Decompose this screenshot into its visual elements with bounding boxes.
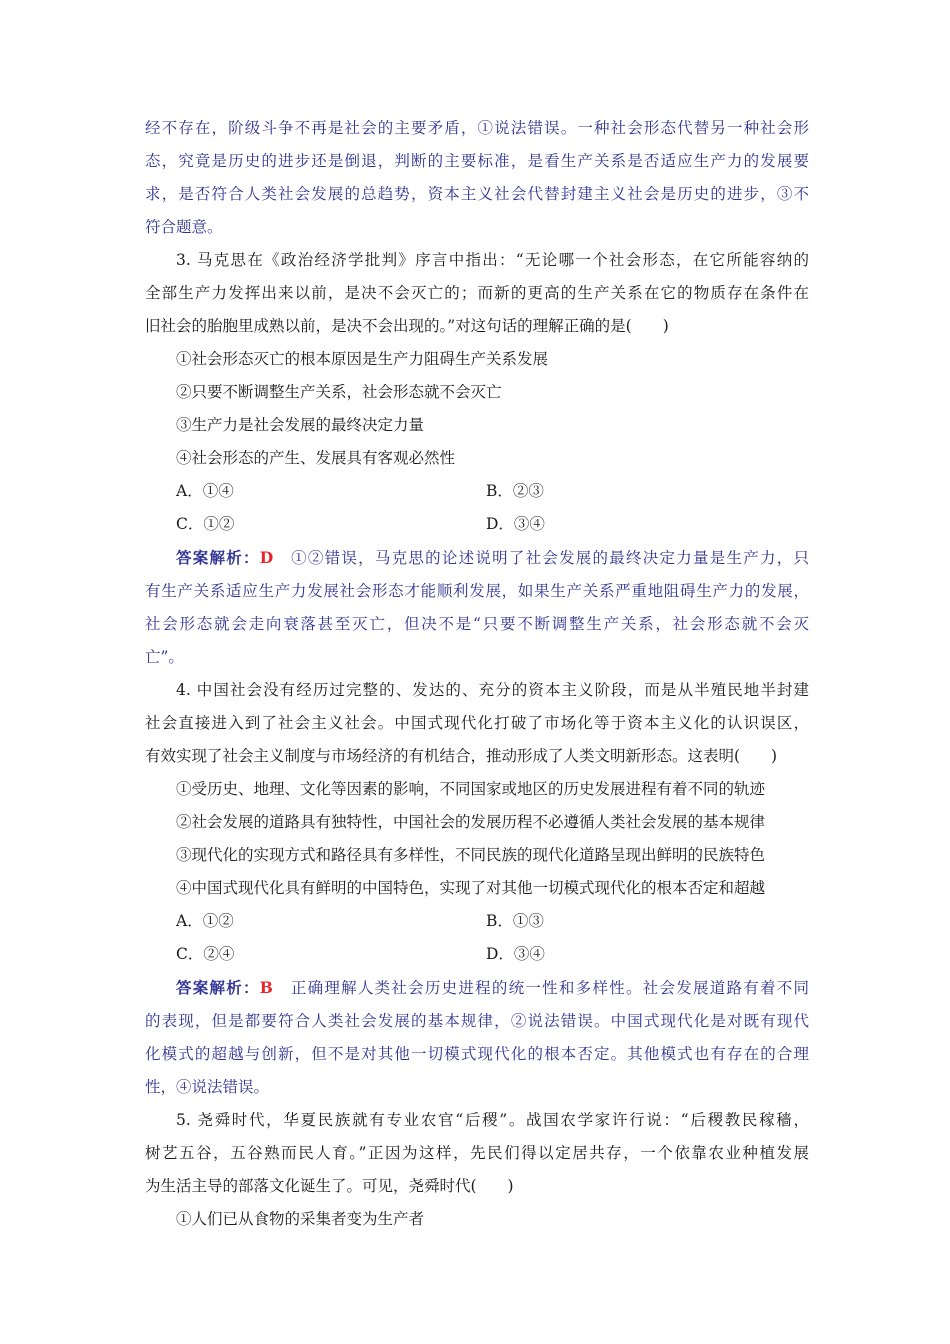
option-c: C．①② bbox=[176, 515, 235, 533]
answer-line: 有生产关系适应生产力发展社会形态才能顺利发展，如果生产关系严重地阻碍生产力的发展， bbox=[145, 582, 809, 600]
answer-explanation bbox=[145, 971, 809, 1104]
answer-explanation bbox=[145, 541, 809, 674]
answer-label: 答案解析： bbox=[176, 548, 260, 567]
question-stem-line: 全部生产力发挥出来以前，是决不会灭亡的；而新的更高的生产关系在它的物质存在条件在 bbox=[145, 284, 809, 302]
answer-line: 社会形态就会走向衰落甚至灭亡，但决不是“只要不断调整生产关系，社会形态就不会灭 bbox=[145, 615, 809, 633]
question-stem-line: 为生活主导的部落文化诞生了。可见，尧舜时代( ) bbox=[145, 1177, 514, 1195]
document-page bbox=[145, 112, 809, 1236]
text-line: 经不存在，阶级斗争不再是社会的主要矛盾，①说法错误。一种社会形态代替另一种社会形 bbox=[145, 119, 809, 137]
statement-item: ①社会形态灭亡的根本原因是生产力阻碍生产关系发展 bbox=[176, 350, 549, 368]
question-3 bbox=[145, 244, 809, 674]
question-stem-line: 4. 中国社会没有经历过完整的、发达的、充分的资本主义阶段，而是从半殖民地半封建 bbox=[176, 681, 809, 699]
question-stem-line: 有效实现了社会主义制度与市场经济的有机结合，推动形成了人类文明新形态。这表明( ) bbox=[145, 747, 778, 765]
text-line: 求，是否符合人类社会发展的总趋势，资本主义社会代替封建主义社会是历史的进步，③不 bbox=[145, 185, 809, 203]
statement-item: ①受历史、地理、文化等因素的影响，不同国家或地区的历史发展进程有着不同的轨迹 bbox=[176, 780, 766, 798]
options-row bbox=[145, 508, 809, 541]
statement-item: ③现代化的实现方式和路径具有多样性，不同民族的现代化道路呈现出鲜明的民族特色 bbox=[176, 846, 766, 864]
answer-line: 化模式的超越与创新，但不是对其他一切模式现代化的根本否定。其他模式也有存在的合理 bbox=[145, 1045, 809, 1063]
answer-key: D bbox=[259, 548, 274, 567]
question-stem-line: 3. 马克思在《政治经济学批判》序言中指出：“无论哪一个社会形态，在它所能容纳的 bbox=[176, 251, 809, 269]
options-row bbox=[145, 938, 809, 971]
question-5 bbox=[145, 1104, 809, 1236]
option-a: A．①④ bbox=[176, 482, 234, 500]
answer-key: B bbox=[259, 978, 273, 997]
statement-item: ①人们已从食物的采集者变为生产者 bbox=[176, 1210, 425, 1228]
text-line: 符合题意。 bbox=[145, 218, 223, 236]
statement-item: ②社会发展的道路具有独特性，中国社会的发展历程不必遵循人类社会发展的基本规律 bbox=[176, 813, 766, 831]
answer-text: 正确理解人类社会历史进程的统一性和多样性。社会发展道路有着不同 bbox=[290, 979, 809, 997]
statement-item: ④中国式现代化具有鲜明的中国特色，实现了对其他一切模式现代化的根本否定和超越 bbox=[176, 879, 766, 897]
option-b: B．①③ bbox=[486, 912, 544, 930]
answer-text: ①②错误，马克思的论述说明了社会发展的最终决定力量是生产力，只 bbox=[291, 549, 809, 567]
text-line: 态，究竟是历史的进步还是倒退，判断的主要标准，是看生产关系是否适应生产力的发展要 bbox=[145, 152, 809, 170]
options-row bbox=[145, 905, 809, 938]
statement-item: ②只要不断调整生产关系，社会形态就不会灭亡 bbox=[176, 383, 502, 401]
statement-item: ③生产力是社会发展的最终决定力量 bbox=[176, 416, 425, 434]
option-a: A．①② bbox=[176, 912, 234, 930]
option-b: B．②③ bbox=[486, 482, 544, 500]
option-d: D．③④ bbox=[486, 515, 545, 533]
answer-label: 答案解析： bbox=[176, 978, 260, 997]
question-4 bbox=[145, 674, 809, 1104]
question-stem-line: 5. 尧舜时代，华夏民族就有专业农官“后稷”。战国农学家许行说：“后稷教民稼穑， bbox=[176, 1111, 809, 1129]
answer-line: 亡”。 bbox=[145, 648, 184, 666]
options-row bbox=[145, 475, 809, 508]
question-stem-line: 旧社会的胎胞里成熟以前，是决不会出现的。”对这句话的理解正确的是( ) bbox=[145, 317, 669, 335]
answer-line: 性，④说法错误。 bbox=[145, 1078, 270, 1096]
option-d: D．③④ bbox=[486, 945, 545, 963]
question-stem-line: 社会直接进入到了社会主义社会。中国式现代化打破了市场化等于资本主义化的认识误区， bbox=[145, 714, 809, 732]
option-c: C．②④ bbox=[176, 945, 235, 963]
question-stem-line: 树艺五谷，五谷熟而民人育。”正因为这样，先民们得以定居共存，一个依靠农业种植发展 bbox=[145, 1144, 809, 1162]
statement-item: ④社会形态的产生、发展具有客观必然性 bbox=[176, 449, 456, 467]
prev-answer-explanation bbox=[145, 112, 809, 244]
answer-line: 的表现，但是都要符合人类社会发展的基本规律，②说法错误。中国式现代化是对既有现代 bbox=[145, 1012, 809, 1030]
answer-line bbox=[145, 541, 809, 575]
answer-line bbox=[145, 971, 809, 1005]
